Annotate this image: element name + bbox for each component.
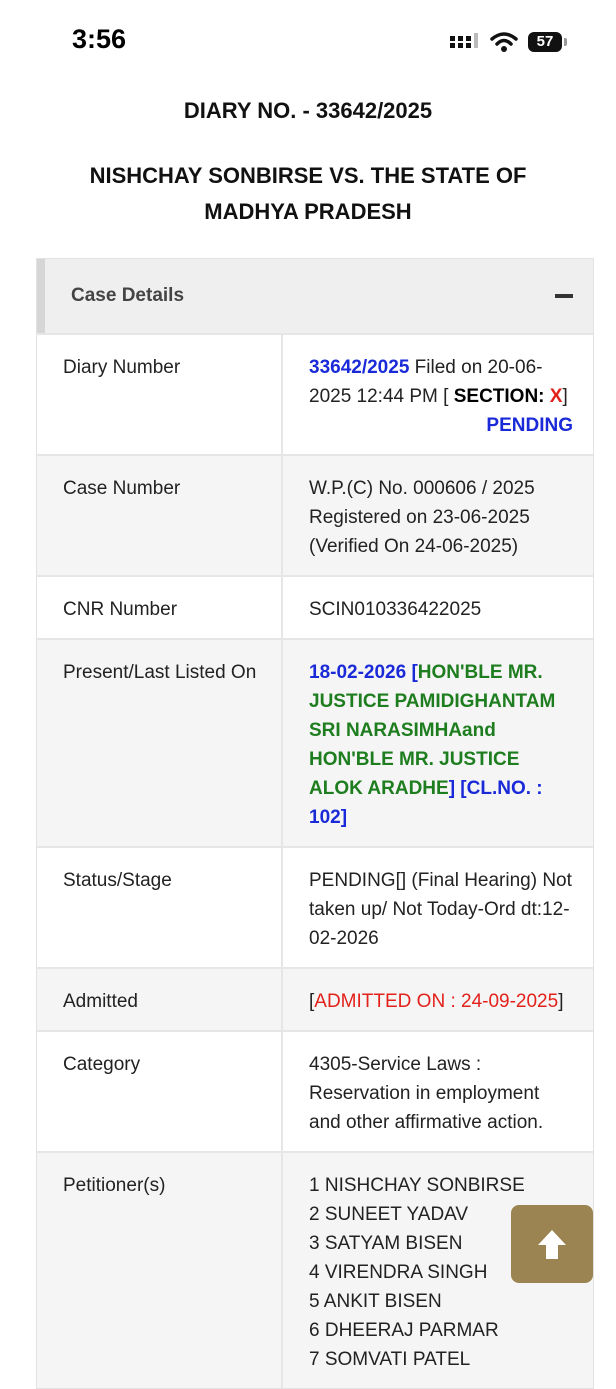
cnr-value: SCIN010336422025 <box>282 576 593 639</box>
category-value: 4305-Service Laws : Reservation in employment and other affirmative action. <box>282 1031 593 1152</box>
table-row-admitted <box>37 968 593 1031</box>
status-value: PENDING[] (Final Hearing) Not taken up/ Not Today-Ord dt:12-02-2026 <box>282 847 593 968</box>
battery-icon: 57 <box>528 32 562 52</box>
table-row-diary <box>37 334 593 455</box>
row-label: Petitioner(s) <box>37 1152 282 1388</box>
signal-icon <box>450 32 480 52</box>
case-title-line1: NISHCHAY SONBIRSE VS. THE STATE OF <box>89 163 527 188</box>
status-time: 3:56 <box>72 24 127 54</box>
admitted-value <box>282 968 593 1031</box>
table-row-cnr <box>37 576 593 639</box>
listed-clno: ] [CL.NO. : 102] <box>309 778 543 828</box>
case-title-line2: MADHYA PRADESH <box>204 199 412 224</box>
diary-value <box>282 334 593 455</box>
row-label: Admitted <box>37 968 282 1031</box>
arrow-up-icon <box>532 1224 572 1264</box>
section-value: X <box>549 386 563 407</box>
listed-date: 18-02-2026 [ <box>309 662 418 683</box>
list-item: 7 SOMVATI PATEL <box>309 1349 471 1370</box>
row-label: Category <box>37 1031 282 1152</box>
row-label: CNR Number <box>37 576 282 639</box>
list-item: 6 DHEERAJ PARMAR <box>309 1320 499 1341</box>
minus-icon[interactable] <box>555 294 573 298</box>
table-row-category <box>37 1031 593 1152</box>
listed-bench: HON'BLE MR. JUSTICE PAMIDIGHANTAM SRI NARASIMHAand HON'BLE MR. JUSTICE ALOK ARADHE <box>309 662 556 799</box>
wifi-icon <box>490 31 518 53</box>
case-number-line2: Registered on 23-06-2025 <box>309 507 530 528</box>
table-row-listed <box>37 639 593 847</box>
diary-status: PENDING <box>486 415 573 436</box>
row-label: Diary Number <box>37 334 282 455</box>
status-bar <box>0 0 616 80</box>
case-details-header[interactable] <box>37 259 593 333</box>
section-close: ] <box>562 386 568 407</box>
case-details-title: Case Details <box>71 285 185 306</box>
list-item: 2 SUNEET YADAV <box>309 1204 469 1225</box>
case-details-table <box>37 333 593 1388</box>
row-label: Status/Stage <box>37 847 282 968</box>
list-item: 3 SATYAM BISEN <box>309 1233 463 1254</box>
list-item: 1 NISHCHAY SONBIRSE <box>309 1175 525 1196</box>
section-label: SECTION: <box>453 386 550 407</box>
row-label: Case Number <box>37 455 282 576</box>
filed-text: Filed on 20-06-2025 12:44 PM [ <box>309 357 543 407</box>
case-title <box>0 158 616 230</box>
status-icons <box>450 30 562 54</box>
diary-number: 33642/2025 <box>309 357 410 378</box>
case-number-line1: W.P.(C) No. 000606 / 2025 <box>309 478 535 499</box>
scroll-to-top-button[interactable] <box>511 1205 593 1283</box>
row-label: Present/Last Listed On <box>37 639 282 847</box>
table-row-status <box>37 847 593 968</box>
list-item: 4 VIRENDRA SINGH <box>309 1262 488 1283</box>
table-row-case-number <box>37 455 593 576</box>
case-number-line3: (Verified On 24-06-2025) <box>309 536 519 557</box>
diary-title: DIARY NO. - 33642/2025 <box>183 98 433 123</box>
admitted-close: ] <box>558 991 564 1012</box>
table-row-petitioners <box>37 1152 593 1388</box>
admitted-open: [ <box>309 991 315 1012</box>
listed-value <box>282 639 593 847</box>
case-number-value <box>282 455 593 576</box>
list-item: 5 ANKIT BISEN <box>309 1291 442 1312</box>
admitted-text: ADMITTED ON : 24-09-2025 <box>314 991 559 1012</box>
